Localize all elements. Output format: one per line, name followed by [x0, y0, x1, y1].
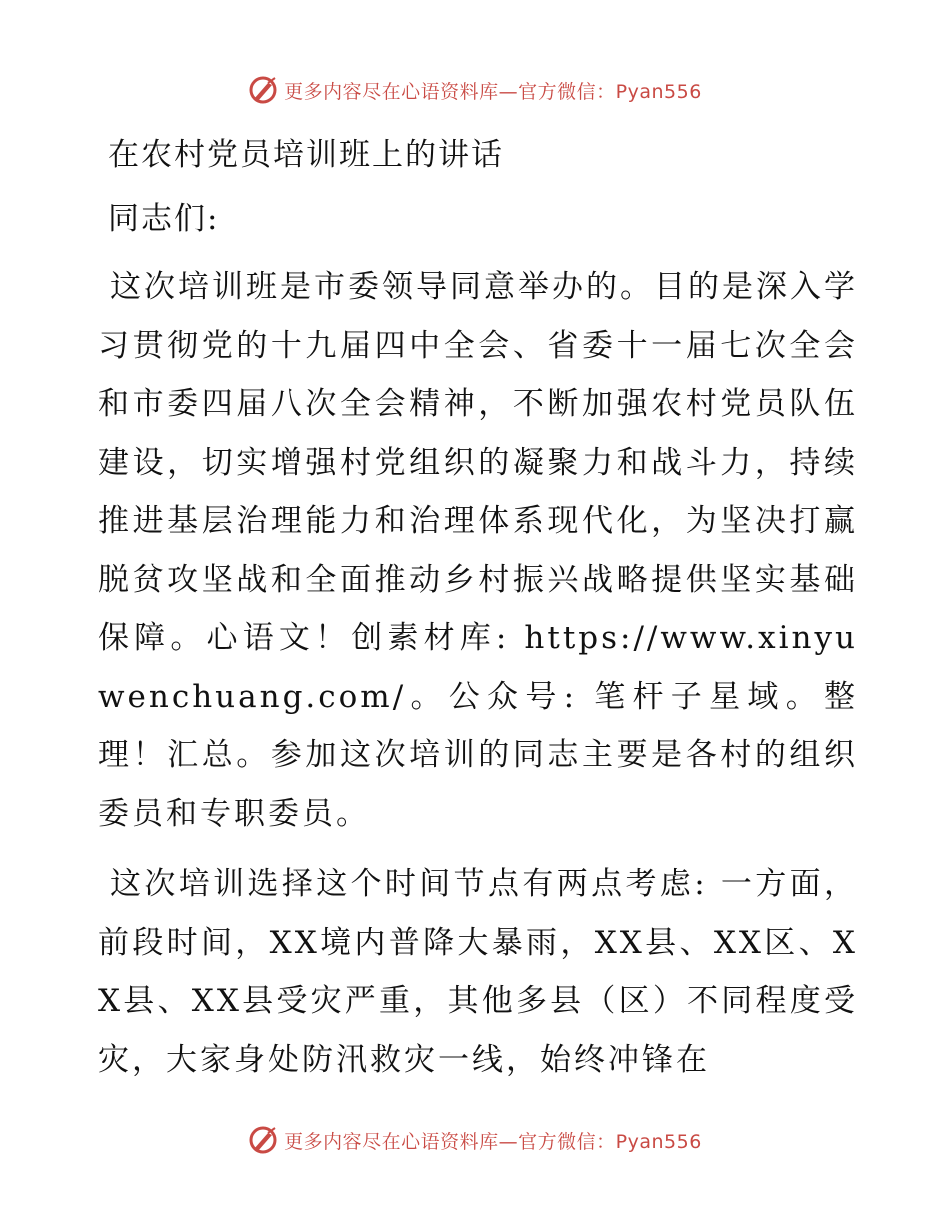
paragraph-2: 这次培训选择这个时间节点有两点考虑: 一方面，前段时间，XX境内普降大暴雨，XX县、XX区、XX县、XX县受灾严重，其他多县（区）不同程度受灾，大家身处防汛救灾一线，始终冲锋在 — [98, 866, 858, 1078]
header-banner — [0, 70, 950, 110]
quill-pen-logo-icon — [248, 1125, 278, 1155]
salutation: 同志们: — [108, 201, 220, 237]
quill-pen-logo-icon — [248, 75, 278, 105]
header-banner-text: 更多内容尽在心语资料库—官方微信：Pyan556 — [284, 80, 702, 103]
document-title: 在农村党员培训班上的讲话 — [108, 137, 504, 173]
document-body — [98, 120, 858, 1101]
footer-banner — [0, 1120, 950, 1160]
paragraph-1: 这次培训班是市委领导同意举办的。目的是深入学习贯彻党的十九届四中全会、省委十一届七次全会和市委四届八次全会精神，不断加强农村党员队伍建设，切实增强村党组织的凝聚力和战斗力，持续推进基层治理能力和治理体系现代化，为坚决打赢脱贫攻坚战和全面推动乡村振兴战略提供坚实基础保障。心语文！创素材库: https://www.xinyuwenchuang.com/。公众号: 笔杆子星域。整理！汇总。参加这次培训的同志主要是各村的组织委员和专职委员。 — [98, 269, 858, 832]
footer-banner-text: 更多内容尽在心语资料库—官方微信：Pyan556 — [284, 1130, 702, 1153]
